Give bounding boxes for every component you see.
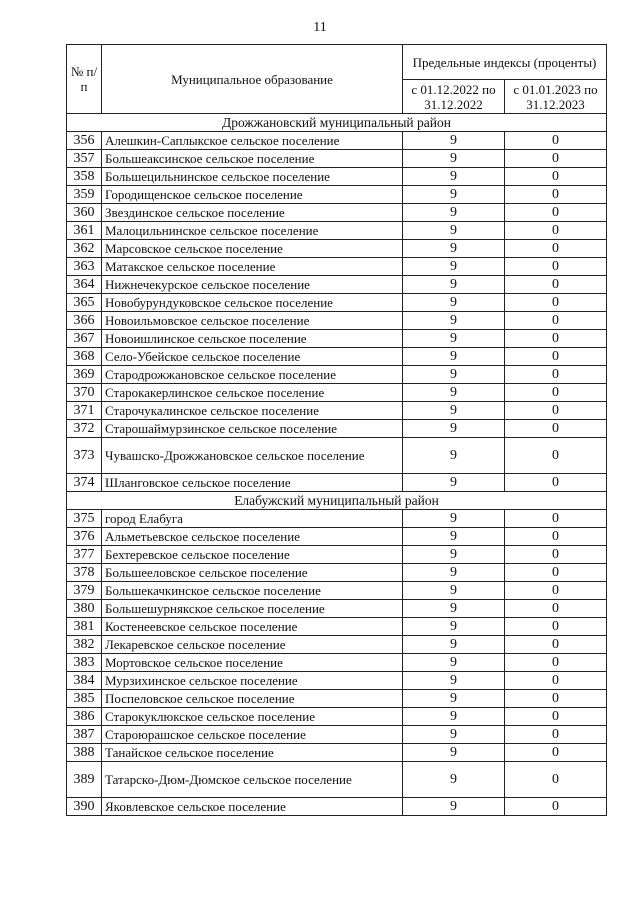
column-header-municipality: Муниципальное образование <box>102 45 403 114</box>
index-period-2: 0 <box>505 546 607 564</box>
table-row <box>67 654 607 672</box>
row-number: 375 <box>67 510 102 528</box>
index-period-2: 0 <box>505 150 607 168</box>
index-period-1: 9 <box>403 474 505 492</box>
index-period-1: 9 <box>403 528 505 546</box>
municipality-name: Танайское сельское поселение <box>102 744 403 762</box>
table-row <box>67 636 607 654</box>
row-number: 384 <box>67 672 102 690</box>
table-row <box>67 582 607 600</box>
table-row <box>67 150 607 168</box>
municipality-name: Мортовское сельское поселение <box>102 654 403 672</box>
table-row <box>67 726 607 744</box>
table-row <box>67 546 607 564</box>
municipality-name: Татарско-Дюм-Дюмское сельское поселение <box>102 762 403 798</box>
row-number: 356 <box>67 132 102 150</box>
index-period-2: 0 <box>505 474 607 492</box>
index-period-2: 0 <box>505 654 607 672</box>
table-header <box>67 45 607 114</box>
index-period-2: 0 <box>505 600 607 618</box>
table-row <box>67 564 607 582</box>
table-row <box>67 366 607 384</box>
row-number: 388 <box>67 744 102 762</box>
index-period-1: 9 <box>403 384 505 402</box>
municipality-name: Старочукалинское сельское поселение <box>102 402 403 420</box>
row-number: 378 <box>67 564 102 582</box>
row-number: 358 <box>67 168 102 186</box>
municipality-name: Яковлевское сельское поселение <box>102 798 403 816</box>
row-number: 374 <box>67 474 102 492</box>
index-period-2: 0 <box>505 312 607 330</box>
index-period-1: 9 <box>403 708 505 726</box>
row-number: 377 <box>67 546 102 564</box>
index-period-2: 0 <box>505 438 607 474</box>
column-header-period-2: с 01.01.2023 по 31.12.2023 <box>505 80 607 114</box>
municipality-name: Костенеевское сельское поселение <box>102 618 403 636</box>
table-row <box>67 744 607 762</box>
table-row <box>67 384 607 402</box>
index-period-1: 9 <box>403 438 505 474</box>
index-period-2: 0 <box>505 618 607 636</box>
row-number: 357 <box>67 150 102 168</box>
municipality-name: Старокуклюкское сельское поселение <box>102 708 403 726</box>
table-body <box>67 114 607 816</box>
table-row <box>67 762 607 798</box>
table-row <box>67 438 607 474</box>
index-period-1: 9 <box>403 366 505 384</box>
index-period-1: 9 <box>403 654 505 672</box>
index-period-1: 9 <box>403 294 505 312</box>
index-period-2: 0 <box>505 132 607 150</box>
column-header-period-1: с 01.12.2022 по 31.12.2022 <box>403 80 505 114</box>
table-row <box>67 312 607 330</box>
table-row <box>67 420 607 438</box>
row-number: 387 <box>67 726 102 744</box>
row-number: 382 <box>67 636 102 654</box>
municipality-name: Село-Убейское сельское поселение <box>102 348 403 366</box>
municipality-name: Большееловское сельское поселение <box>102 564 403 582</box>
index-period-2: 0 <box>505 348 607 366</box>
index-period-2: 0 <box>505 186 607 204</box>
index-period-2: 0 <box>505 402 607 420</box>
table-row <box>67 186 607 204</box>
municipality-name: Мурзихинское сельское поселение <box>102 672 403 690</box>
section-title: Дрожжановский муниципальный район <box>67 114 607 132</box>
index-period-1: 9 <box>403 312 505 330</box>
row-number: 366 <box>67 312 102 330</box>
index-period-2: 0 <box>505 294 607 312</box>
index-period-1: 9 <box>403 690 505 708</box>
row-number: 370 <box>67 384 102 402</box>
index-period-1: 9 <box>403 168 505 186</box>
municipality-name: Чувашско-Дрожжановское сельское поселение <box>102 438 403 474</box>
row-number: 372 <box>67 420 102 438</box>
index-period-1: 9 <box>403 744 505 762</box>
municipality-name: Большеаксинское сельское поселение <box>102 150 403 168</box>
row-number: 385 <box>67 690 102 708</box>
index-period-1: 9 <box>403 276 505 294</box>
municipality-name: Городищенское сельское поселение <box>102 186 403 204</box>
index-period-1: 9 <box>403 636 505 654</box>
municipality-name: Лекаревское сельское поселение <box>102 636 403 654</box>
table-row <box>67 672 607 690</box>
table-row <box>67 204 607 222</box>
municipality-name: Большекачкинское сельское поселение <box>102 582 403 600</box>
index-period-2: 0 <box>505 636 607 654</box>
row-number: 363 <box>67 258 102 276</box>
table-row <box>67 528 607 546</box>
index-period-1: 9 <box>403 330 505 348</box>
row-number: 390 <box>67 798 102 816</box>
row-number: 369 <box>67 366 102 384</box>
municipality-name: Альметьевское сельское поселение <box>102 528 403 546</box>
index-period-2: 0 <box>505 222 607 240</box>
index-period-2: 0 <box>505 240 607 258</box>
page-number: 11 <box>313 20 327 35</box>
table-row <box>67 708 607 726</box>
section-header-row <box>67 114 607 132</box>
index-period-1: 9 <box>403 762 505 798</box>
index-period-2: 0 <box>505 798 607 816</box>
row-number: 381 <box>67 618 102 636</box>
index-period-2: 0 <box>505 276 607 294</box>
indices-table <box>66 44 607 816</box>
table-row <box>67 348 607 366</box>
municipality-name: Большецильнинское сельское поселение <box>102 168 403 186</box>
column-header-indices: Предельные индексы (проценты) <box>403 45 607 80</box>
index-period-1: 9 <box>403 564 505 582</box>
index-period-2: 0 <box>505 582 607 600</box>
index-period-2: 0 <box>505 690 607 708</box>
municipality-name: Шланговское сельское поселение <box>102 474 403 492</box>
table-row <box>67 798 607 816</box>
column-header-num: № п/п <box>67 45 102 114</box>
municipality-name: Новоильмовское сельское поселение <box>102 312 403 330</box>
row-number: 367 <box>67 330 102 348</box>
table-row <box>67 276 607 294</box>
municipality-name: Новоишлинское сельское поселение <box>102 330 403 348</box>
index-period-2: 0 <box>505 258 607 276</box>
section-title: Елабужский муниципальный район <box>67 492 607 510</box>
index-period-2: 0 <box>505 420 607 438</box>
row-number: 386 <box>67 708 102 726</box>
row-number: 383 <box>67 654 102 672</box>
table-row <box>67 132 607 150</box>
index-period-2: 0 <box>505 330 607 348</box>
section-header-row <box>67 492 607 510</box>
municipality-name: Нижнечекурское сельское поселение <box>102 276 403 294</box>
index-period-1: 9 <box>403 672 505 690</box>
index-period-2: 0 <box>505 762 607 798</box>
index-period-1: 9 <box>403 618 505 636</box>
index-period-1: 9 <box>403 150 505 168</box>
index-period-2: 0 <box>505 510 607 528</box>
index-period-2: 0 <box>505 672 607 690</box>
index-period-2: 0 <box>505 204 607 222</box>
row-number: 376 <box>67 528 102 546</box>
index-period-2: 0 <box>505 528 607 546</box>
municipality-name: Большешурнякское сельское поселение <box>102 600 403 618</box>
table-row <box>67 474 607 492</box>
municipality-name: Поспеловское сельское поселение <box>102 690 403 708</box>
table-row <box>67 402 607 420</box>
municipality-name: город Елабуга <box>102 510 403 528</box>
index-period-2: 0 <box>505 708 607 726</box>
index-period-2: 0 <box>505 366 607 384</box>
table-row <box>67 600 607 618</box>
index-period-1: 9 <box>403 132 505 150</box>
index-period-1: 9 <box>403 258 505 276</box>
index-period-2: 0 <box>505 744 607 762</box>
index-period-1: 9 <box>403 546 505 564</box>
table-row <box>67 294 607 312</box>
row-number: 368 <box>67 348 102 366</box>
municipality-name: Звездинское сельское поселение <box>102 204 403 222</box>
table-row <box>67 510 607 528</box>
index-period-1: 9 <box>403 348 505 366</box>
row-number: 379 <box>67 582 102 600</box>
row-number: 359 <box>67 186 102 204</box>
index-period-1: 9 <box>403 582 505 600</box>
index-period-1: 9 <box>403 726 505 744</box>
municipality-name: Стародрожжановское сельское поселение <box>102 366 403 384</box>
municipality-name: Старошаймурзинское сельское поселение <box>102 420 403 438</box>
index-period-1: 9 <box>403 600 505 618</box>
row-number: 362 <box>67 240 102 258</box>
index-period-1: 9 <box>403 240 505 258</box>
row-number: 380 <box>67 600 102 618</box>
municipality-name: Новобурундуковское сельское поселение <box>102 294 403 312</box>
index-period-2: 0 <box>505 564 607 582</box>
index-period-1: 9 <box>403 222 505 240</box>
row-number: 364 <box>67 276 102 294</box>
table-row <box>67 330 607 348</box>
municipality-name: Матакское сельское поселение <box>102 258 403 276</box>
table-row <box>67 240 607 258</box>
row-number: 373 <box>67 438 102 474</box>
municipality-name: Бехтеревское сельское поселение <box>102 546 403 564</box>
table-row <box>67 222 607 240</box>
index-period-1: 9 <box>403 420 505 438</box>
table-row <box>67 168 607 186</box>
row-number: 360 <box>67 204 102 222</box>
index-period-1: 9 <box>403 186 505 204</box>
index-period-1: 9 <box>403 798 505 816</box>
table-row <box>67 618 607 636</box>
municipality-name: Малоцильнинское сельское поселение <box>102 222 403 240</box>
municipality-name: Алешкин-Саплыкское сельское поселение <box>102 132 403 150</box>
municipality-name: Староюрашское сельское поселение <box>102 726 403 744</box>
index-period-2: 0 <box>505 726 607 744</box>
row-number: 389 <box>67 762 102 798</box>
index-period-1: 9 <box>403 510 505 528</box>
index-period-2: 0 <box>505 168 607 186</box>
index-period-2: 0 <box>505 384 607 402</box>
municipality-name: Старокакерлинское сельское поселение <box>102 384 403 402</box>
row-number: 361 <box>67 222 102 240</box>
row-number: 371 <box>67 402 102 420</box>
municipality-name: Марсовское сельское поселение <box>102 240 403 258</box>
row-number: 365 <box>67 294 102 312</box>
table-row <box>67 690 607 708</box>
index-period-1: 9 <box>403 402 505 420</box>
table-row <box>67 258 607 276</box>
index-period-1: 9 <box>403 204 505 222</box>
